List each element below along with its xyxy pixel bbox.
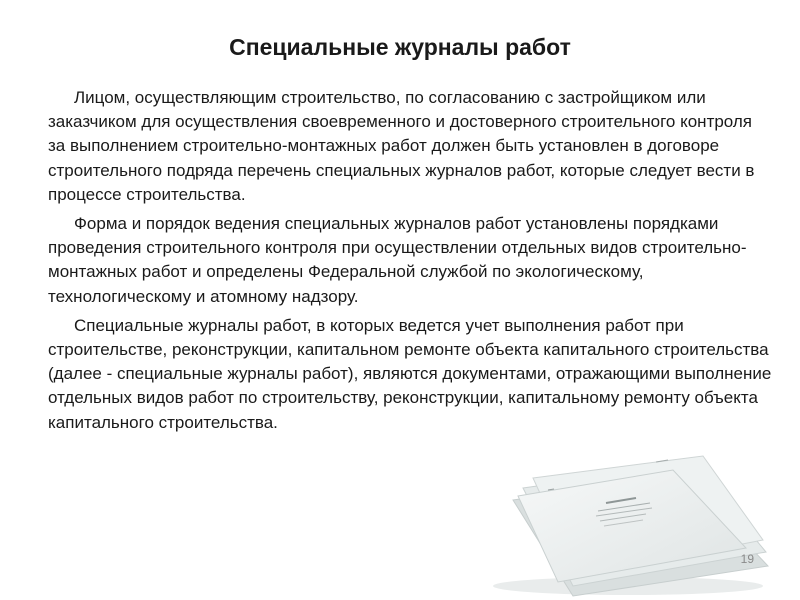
paragraph-1: Лицом, осуществляющим строительство, по согласованию с застройщиком или заказчиком для осуществления своевременного и достоверного строительного контроля за выполнением строительно-монтажных работ должен быть установлен в договоре строительного подряда перечень специальных журналов работ, которые следует вести в процессе строительства. [48, 88, 755, 204]
stacked-documents-icon [478, 448, 798, 598]
paragraph-3: Специальные журналы работ, в которых ведется учет выполнения работ при строительстве, реконструкции, капитальном ремонте объекта капитального строительства (далее - специальные журналы работ), являются документами, отражающими выполнение отдельных видов работ по строительству, реконструкции, капитальному ремонту объекта капитального строительства. [48, 315, 772, 432]
slide-body [48, 86, 772, 440]
slide-title: Специальные журналы работ [229, 34, 571, 60]
page-number: 19 [740, 552, 754, 566]
paragraph-2: Форма и порядок ведения специальных журналов работ установлены порядками проведения строительного контроля при осуществлении отдельных видов строительно-монтажных работ и определены Федеральной службой по экологическому, технологическому и атомному надзору. [48, 214, 747, 306]
